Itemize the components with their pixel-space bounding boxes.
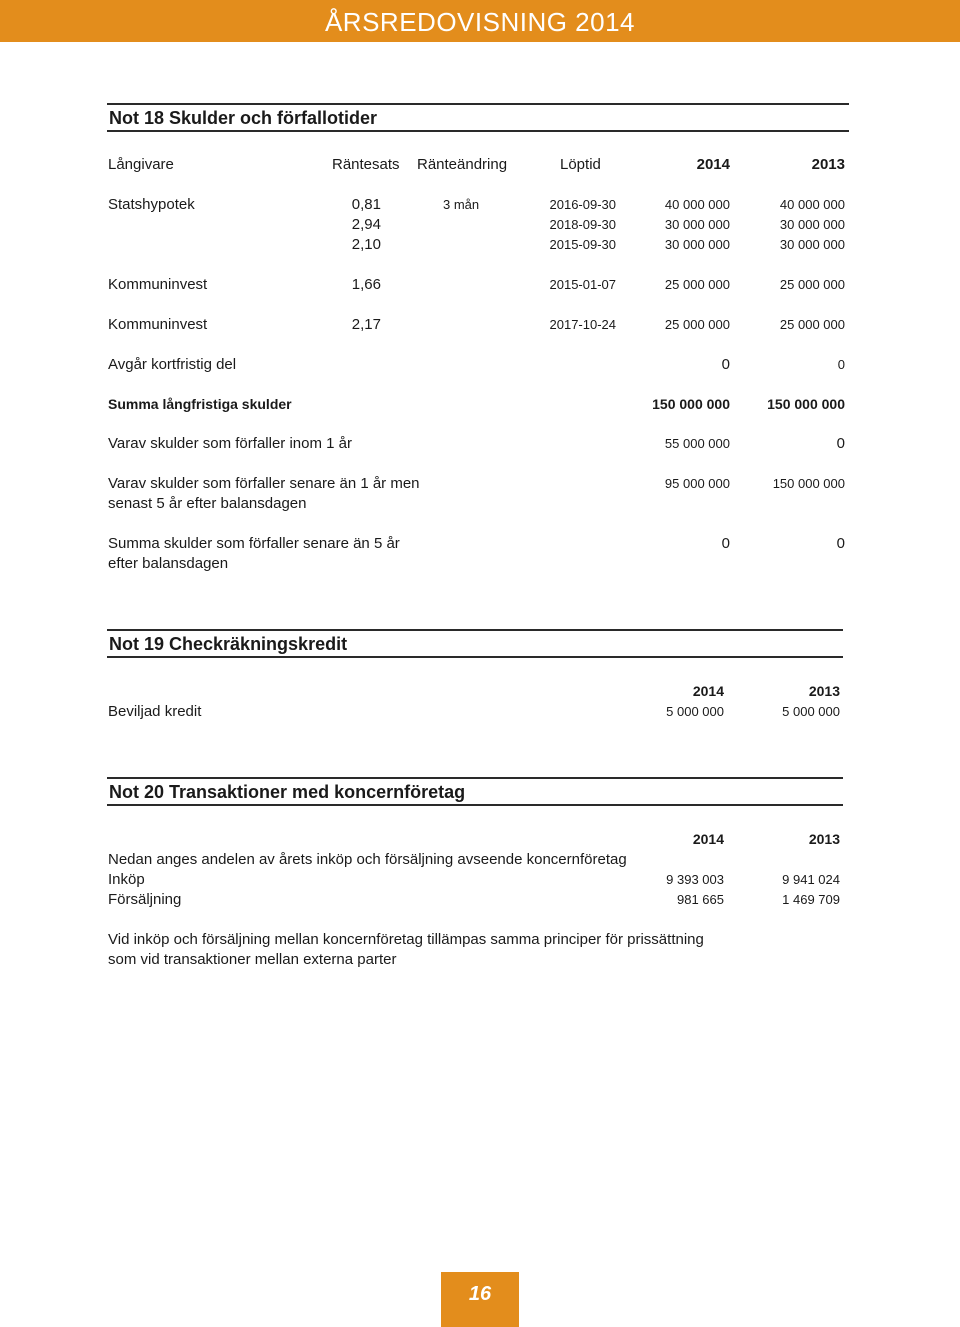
note20-col-2014: 2014 bbox=[692, 831, 724, 847]
note19-col-2014: 2014 bbox=[692, 683, 724, 699]
loan-rate: 2,17 bbox=[351, 316, 381, 333]
note18-top-rule bbox=[107, 103, 849, 105]
page-number: 16 bbox=[468, 1283, 492, 1305]
loan-2013: 25 000 000 bbox=[779, 277, 845, 292]
credit-2014: 5 000 000 bbox=[666, 704, 724, 719]
loan-2014: 25 000 000 bbox=[664, 317, 730, 332]
credit-label: Beviljad kredit bbox=[108, 703, 202, 720]
loan-2014: 40 000 000 bbox=[664, 197, 730, 212]
loan-rate: 1,66 bbox=[351, 276, 381, 293]
purchases-2014: 9 393 003 bbox=[666, 872, 724, 887]
loan-rate: 2,94 bbox=[351, 216, 381, 233]
col-rate-change: Ränteändring bbox=[417, 156, 508, 173]
loan-rate: 2,10 bbox=[351, 236, 381, 253]
loan-2014: 30 000 000 bbox=[664, 217, 730, 232]
loan-2014: 25 000 000 bbox=[664, 277, 730, 292]
loan-maturity: 2018-09-30 bbox=[549, 217, 616, 232]
purchases-2013: 9 941 024 bbox=[782, 872, 840, 887]
note20-footnote-line2: som vid transaktioner mellan externa parter bbox=[108, 951, 397, 968]
credit-2013: 5 000 000 bbox=[782, 704, 840, 719]
loan-rate: 0,81 bbox=[351, 196, 381, 213]
short-term-2014: 0 bbox=[721, 356, 730, 373]
loan-maturity: 2017-10-24 bbox=[549, 317, 616, 332]
loan-maturity: 2015-09-30 bbox=[549, 237, 616, 252]
between-1-5y-label-line2: senast 5 år efter balansdagen bbox=[108, 495, 307, 512]
loan-lender: Kommuninvest bbox=[108, 316, 208, 333]
loan-2013: 30 000 000 bbox=[779, 217, 845, 232]
between-1-5y-2014: 95 000 000 bbox=[664, 476, 730, 491]
report-title: ÅRSREDOVISNING 2014 bbox=[324, 7, 636, 37]
between-1-5y-2013: 150 000 000 bbox=[772, 476, 845, 491]
page-header bbox=[0, 0, 960, 42]
after-5y-2014: 0 bbox=[721, 535, 730, 552]
after-5y-2013: 0 bbox=[836, 535, 845, 552]
after-5y-label-line2: efter balansdagen bbox=[108, 555, 229, 572]
loan-maturity: 2015-01-07 bbox=[549, 277, 616, 292]
note20-footnote-line1: Vid inköp och försäljning mellan koncernföretag tillämpas samma principer för prissättning bbox=[108, 931, 704, 948]
short-term-label: Avgår kortfristig del bbox=[108, 356, 237, 373]
note20-top-rule bbox=[107, 777, 843, 779]
note20-bottom-rule bbox=[107, 804, 843, 806]
loan-2014: 30 000 000 bbox=[664, 237, 730, 252]
loan-lender: Kommuninvest bbox=[108, 276, 208, 293]
note18-title: Not 18 Skulder och förfallotider bbox=[109, 108, 378, 128]
total-2014: 150 000 000 bbox=[652, 396, 730, 412]
col-lender: Långivare bbox=[108, 156, 174, 173]
between-1-5y-label-line1: Varav skulder som förfaller senare än 1 år men bbox=[108, 475, 420, 492]
sales-2013: 1 469 709 bbox=[782, 892, 840, 907]
note19-col-2013: 2013 bbox=[808, 683, 840, 699]
loan-2013: 40 000 000 bbox=[779, 197, 845, 212]
loan-lender: Statshypotek bbox=[108, 196, 195, 213]
note19-title: Not 19 Checkräkningskredit bbox=[109, 634, 348, 654]
loan-rate-change: 3 mån bbox=[443, 197, 480, 212]
col-rate: Räntesats bbox=[332, 156, 400, 173]
within-1y-2014: 55 000 000 bbox=[664, 436, 730, 451]
col-maturity: Löptid bbox=[560, 156, 601, 173]
col-2014: 2014 bbox=[696, 156, 730, 173]
note20-intro: Nedan anges andelen av årets inköp och försäljning avseende koncernföretag bbox=[108, 851, 627, 868]
loan-maturity: 2016-09-30 bbox=[549, 197, 616, 212]
purchases-label: Inköp bbox=[108, 871, 145, 888]
page-number-box bbox=[441, 1272, 519, 1327]
total-label: Summa långfristiga skulder bbox=[108, 396, 292, 412]
note19-bottom-rule bbox=[107, 656, 843, 658]
note20-title: Not 20 Transaktioner med koncernföretag bbox=[109, 782, 466, 802]
after-5y-label-line1: Summa skulder som förfaller senare än 5 år bbox=[108, 535, 400, 552]
total-2013: 150 000 000 bbox=[767, 396, 845, 412]
note18-bottom-rule bbox=[107, 130, 849, 132]
loan-2013: 30 000 000 bbox=[779, 237, 845, 252]
short-term-2013: 0 bbox=[837, 357, 845, 372]
note19-top-rule bbox=[107, 629, 843, 631]
within-1y-2013: 0 bbox=[836, 435, 845, 452]
col-2013: 2013 bbox=[811, 156, 845, 173]
sales-label: Försäljning bbox=[108, 891, 182, 908]
loan-2013: 25 000 000 bbox=[779, 317, 845, 332]
sales-2014: 981 665 bbox=[677, 892, 724, 907]
within-1y-label: Varav skulder som förfaller inom 1 år bbox=[108, 435, 352, 452]
note20-col-2013: 2013 bbox=[808, 831, 840, 847]
